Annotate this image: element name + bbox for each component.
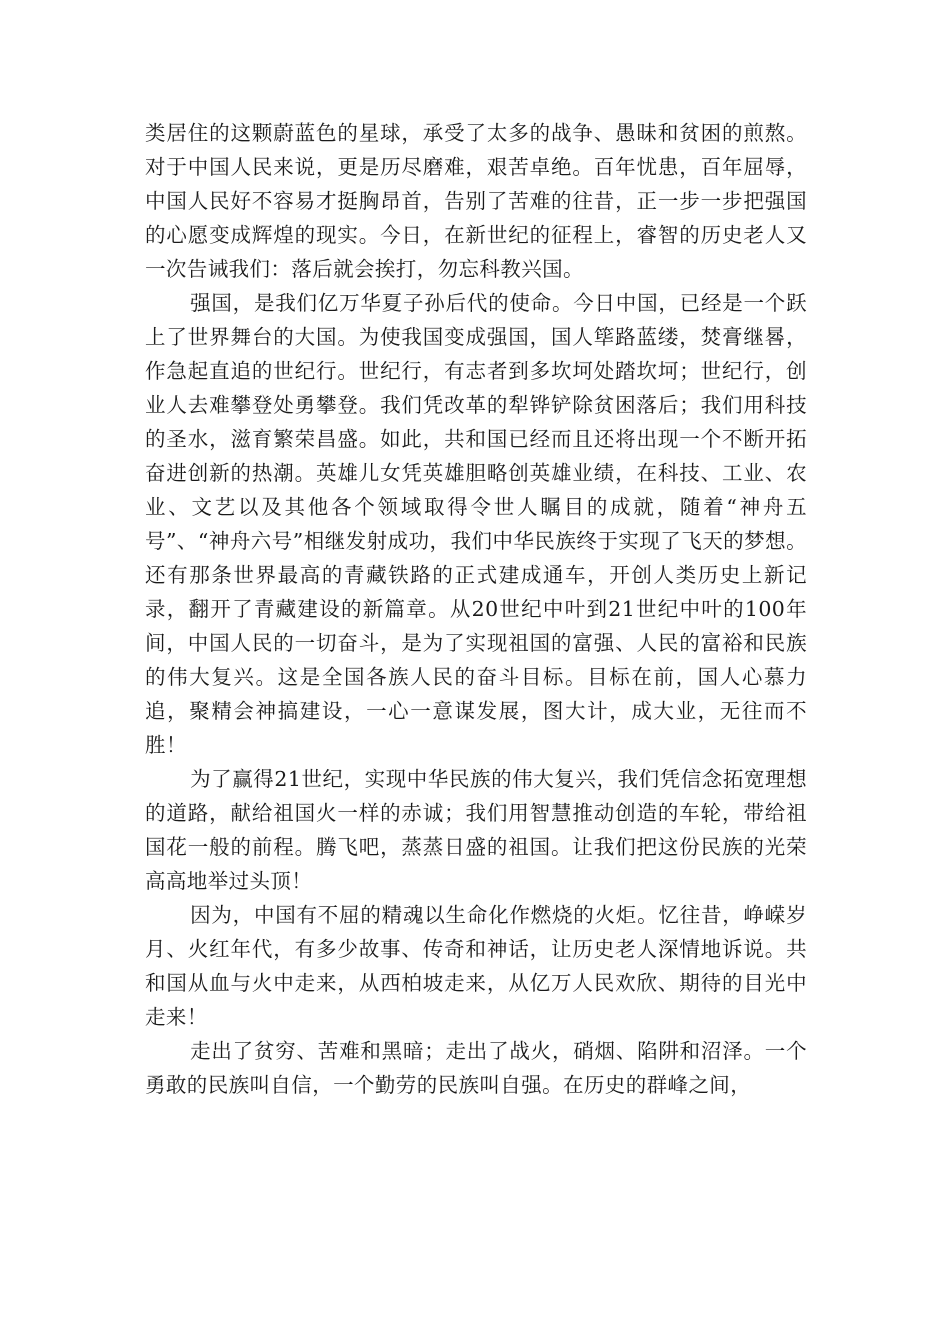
paragraph-4: 因为，中国有不屈的精魂以生命化作燃烧的火炬。忆往昔，峥嵘岁月、火红年代，有多少故事、传奇和神话，让历史老人深情地诉说。共和国从血与火中走来，从西柏坡走来，从亿万人民欢欣、期待的目光中走来！ [145, 903, 807, 1029]
paragraph-3: 为了赢得21世纪，实现中华民族的伟大复兴，我们凭信念拓宽理想的道路，献给祖国火一样的赤诚；我们用智慧推动创造的车轮，带给祖国花一般的前程。腾飞吧，蒸蒸日盛的祖国。让我们把这份民族的光荣高高地举过头顶！ [145, 767, 807, 893]
paragraph-5: 走出了贫穷、苦难和黑暗；走出了战火，硝烟、陷阱和沼泽。一个勇敢的民族叫自信，一个勤劳的民族叫自强。在历史的群峰之间， [145, 1039, 807, 1097]
paragraph-2: 强国，是我们亿万华夏子孙后代的使命。今日中国，已经是一个跃上了世界舞台的大国。为使我国变成强国，国人筚路蓝缕，焚膏继晷，作急起直追的世纪行。世纪行，有志者到多坎坷处踏坎坷；世纪行，创业人去难攀登处勇攀登。我们凭改革的犁铧铲除贫困落后；我们用科技的圣水，滋育繁荣昌盛。如此，共和国已经而且还将出现一个不断开拓奋进创新的热潮。英雄儿女凭英雄胆略创英雄业绩，在科技、工业、农业、文艺以及其他各个领域取得令世人瞩目的成就，随着“神舟五号”、“神舟六号”相继发射成功，我们中华民族终于实现了飞天的梦想。 还有那条世界最高的青藏铁路的正式建成通车，开创人类历史上新记录，翻开了青藏建设的新篇章。从20世纪中叶到21世纪中叶的100年间，中国人民的一切奋斗，是为了实现祖国的富强、人民的富裕和民族的伟大复兴。这是全国各族人民的奋斗目标。目标在前，国人心慕力追，聚精会神搞建设，一心一意谋发展，图大计，成大业，无往而不胜！ [145, 291, 807, 757]
document-body [145, 116, 807, 1102]
paragraph-1: 类居住的这颗蔚蓝色的星球，承受了太多的战争、愚昧和贫困的煎熬。对于中国人民来说，更是历尽磨难，艰苦卓绝。百年忧患，百年屈辱，中国人民好不容易才挺胸昂首，告别了苦难的往昔，正一步一步把强国的心愿变成辉煌的现实。今日，在新世纪的征程上，睿智的历史老人又一次告诫我们：落后就会挨打，勿忘科教兴国。 [145, 121, 807, 281]
